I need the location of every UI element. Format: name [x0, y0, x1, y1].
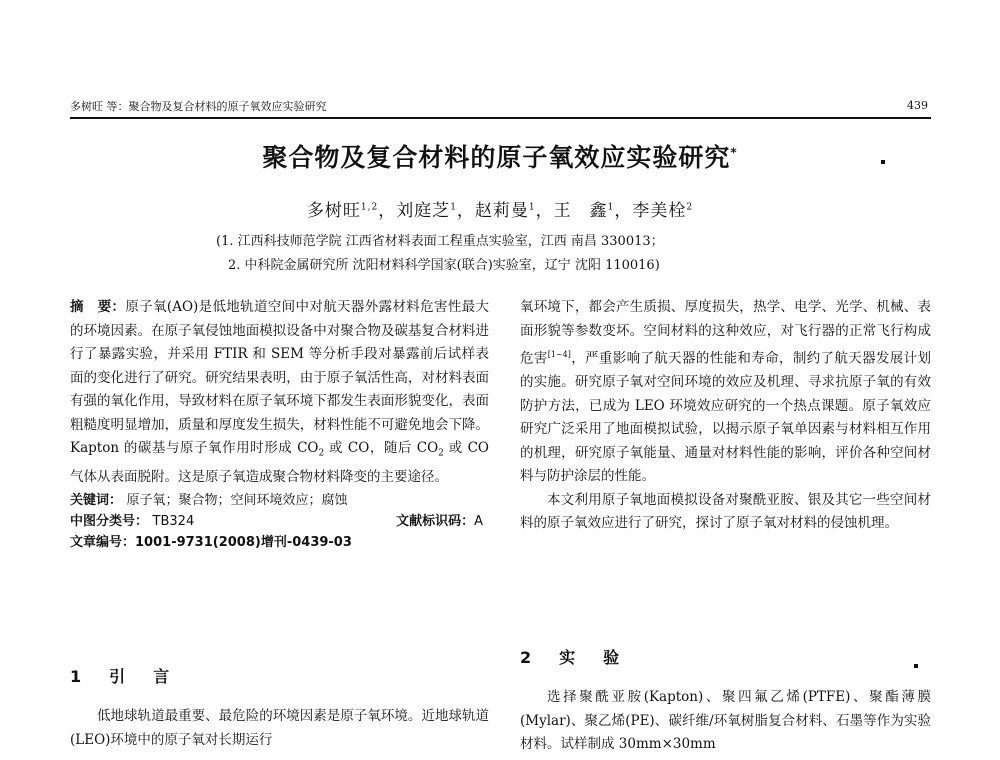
- left-column: [70, 296, 489, 553]
- author-affiliation: 1: [607, 202, 615, 213]
- keywords-label: 关键词：: [70, 492, 123, 508]
- author-name: 刘庭芝: [396, 201, 451, 221]
- author-affiliation: 1: [528, 202, 536, 213]
- paper-title: [0, 138, 1000, 174]
- body-paragraph: 本文利用原子氧地面模拟设备对聚酰亚胺、银及其它一些空间材料的原子氧效应进行了研究，探讨了原子氧对材料的侵蚀机理。: [520, 491, 931, 531]
- author-name: 王 鑫: [553, 201, 608, 221]
- body-text: ，严重影响了航天器的性能和寿命，制约了航天器发展计划的实施。研究原子氧对空间环境的效应及机理、寻求抗原子氧的有效防护方法，已成为 LEO 环境效应研究的一个热点课题。原子氧效应研究广泛采用了地面模拟试验，以揭示原子氧单因素与材料相互作用的机理，研究原子氧能量、通量对材料性能的影响，评价各种空间材料与防护涂层的性能。: [520, 350, 932, 484]
- doc-code-value: A: [474, 513, 483, 529]
- experiment-paragraph: 选择聚酰亚胺(Kapton)、聚四氟乙烯(PTFE)、聚酯薄膜(Mylar)、聚乙烯(PE)、碳纤维/环氧树脂复合材料、石墨等作为实验材料。试样制成 30mm×30mm: [520, 689, 931, 752]
- speck-mark: [914, 664, 918, 668]
- affiliation-2: 2. 中科院金属研究所 沈阳材料科学国家(联合)实验室，辽宁 沈阳 110016): [228, 258, 660, 273]
- paper-title-text: 聚合物及复合材料的原子氧效应实验研究: [262, 143, 731, 172]
- author-affiliation: 2: [686, 202, 694, 213]
- metadata-block: [70, 490, 489, 553]
- page-number: 439: [907, 99, 928, 112]
- article-no-value: 1001-9731(2008)增刊-0439-03: [135, 534, 352, 550]
- speck-mark: [881, 160, 885, 164]
- running-title: 多树旺 等：聚合物及复合材料的原子氧效应实验研究: [70, 100, 327, 113]
- doc-code-label: 文献标识码：: [396, 513, 475, 529]
- keywords-value: 原子氧；聚合物；空间环境效应；腐蚀: [126, 492, 348, 508]
- author-name: 多树旺: [306, 201, 361, 221]
- author-name: 李美栓: [632, 201, 687, 221]
- subscript: 2: [438, 448, 444, 459]
- article-no-row: [70, 532, 489, 553]
- keywords-row: [70, 490, 489, 511]
- citation: [1~4]: [547, 350, 571, 359]
- author-list: 多树旺$^{1,2}$，刘庭芝$^1$，赵莉曼$^1$，王 鑫$^1$，李美栓$^2$: [306, 201, 694, 221]
- clc-value: TB324: [152, 513, 195, 529]
- body-text: 氧环境下，都会产生质损、厚度损失，热学、电学、光学、机械、表面形貌等参数变坏。空间材料的这种效应，对飞行器的正常飞行构成危害: [520, 299, 931, 367]
- right-column: [520, 296, 931, 536]
- header-rule: [70, 117, 931, 119]
- abstract: [70, 296, 489, 490]
- abstract-label: 摘 要：: [70, 299, 126, 315]
- article-no-label: 文章编号：: [70, 534, 136, 550]
- subscript: 2: [318, 448, 325, 459]
- author-affiliation: 1,2: [360, 202, 379, 213]
- author-name: 赵莉曼: [474, 201, 529, 221]
- abstract-text: 或 CO，随后 CO: [324, 440, 439, 456]
- title-footnote-mark: *: [730, 145, 738, 160]
- section-heading-intro: 1 引 言: [70, 667, 176, 686]
- author-affiliation: 1: [450, 202, 457, 213]
- clc-label: 中图分类号：: [70, 513, 149, 529]
- doc-code: [396, 511, 483, 532]
- section-heading-experiment: 2 实 验: [520, 648, 626, 667]
- affiliation-1: (1. 江西科技师范学院 江西省材料表面工程重点实验室，江西 南昌 330013；: [216, 234, 664, 249]
- abstract-text: 或 CO 气体从表面脱附。这是原子氧造成聚合物材料降变的主要途径。: [70, 440, 489, 486]
- clc-row: [70, 511, 489, 532]
- intro-paragraph: 低地球轨道最重要、最危险的环境因素是原子氧环境。近地球轨道(LEO)环境中的原子氧对长期运行: [70, 708, 489, 748]
- abstract-text: 原子氧(AO)是低地轨道空间中对航天器外露材料危害性最大的环境因素。在原子氧侵蚀地面模拟设备中对聚合物及碳基复合材料进行了暴露实验，并采用 FTIR 和 SEM 等分析手段对暴露前后试样表面的变化进行了研究。研究结果表明，由于原子氧活性高，对材料表面有强的氧化作用，导致材料在原子氧环境下都发生表面形貌变化，表面粗糙度明显增加，质量和厚度发生损失，材料性能不可避免地会下降。Kapton 的碳基与原子氧作用时形成 CO: [70, 299, 490, 456]
- body-paragraph: [520, 296, 931, 489]
